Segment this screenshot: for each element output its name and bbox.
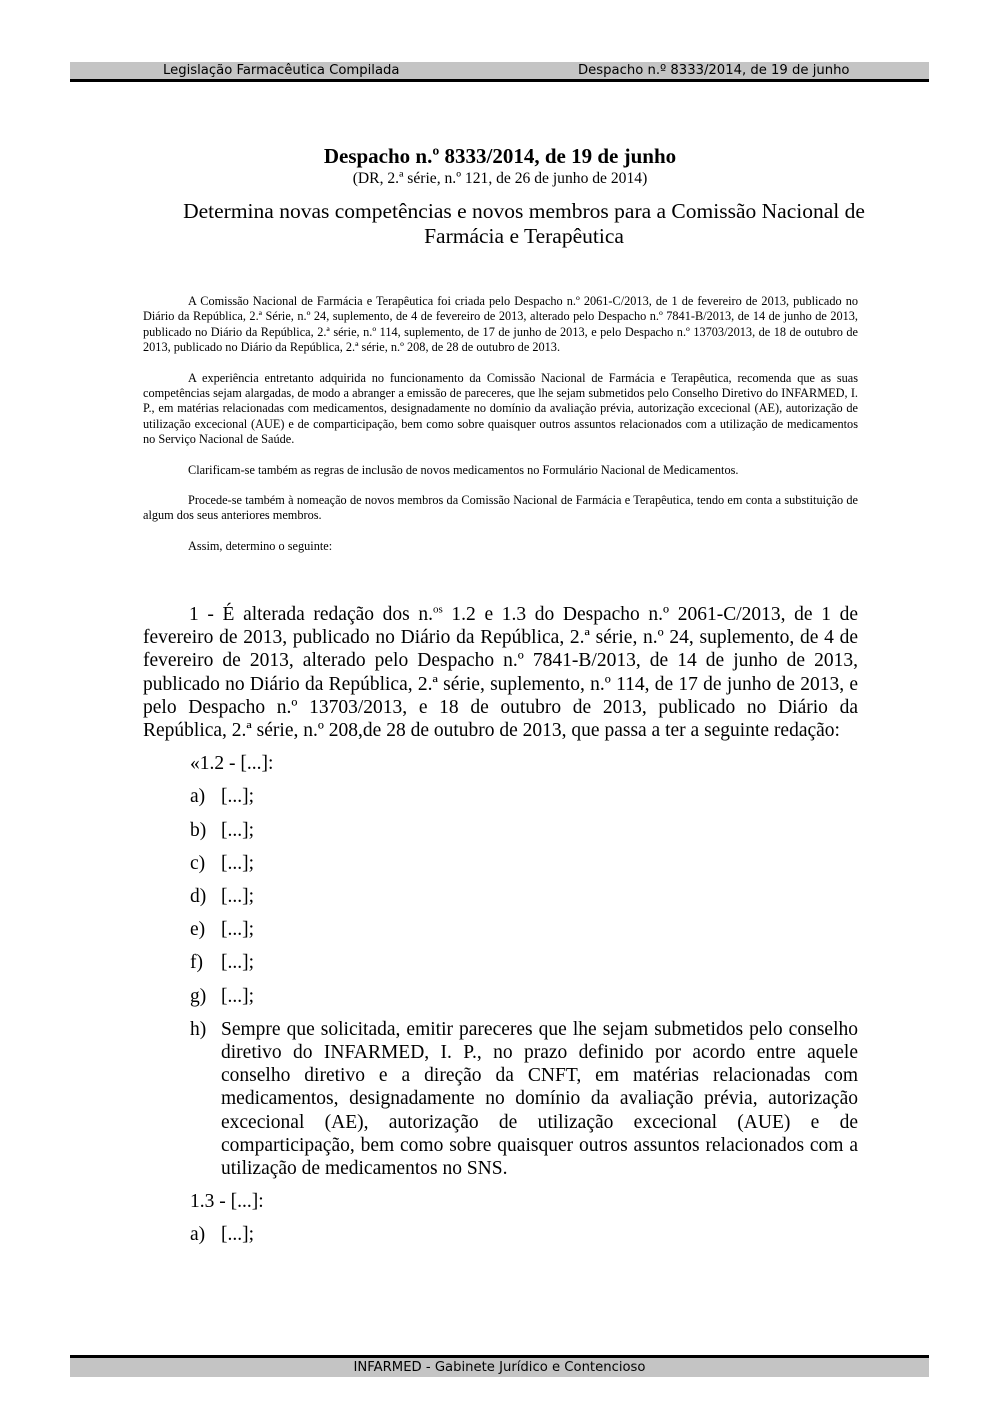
document-title: Despacho n.º 8333/2014, de 19 de junho — [323, 144, 677, 168]
article-1-paragraph — [143, 603, 858, 742]
list-item — [190, 885, 858, 908]
list-item-marker: c) — [190, 852, 206, 874]
list-item — [190, 1223, 858, 1246]
list-item-text: [...]; — [221, 886, 255, 908]
list-item-text: Sempre que solicitada, emitir pareceres que lhe sejam submetidos pelo conselho diretivo do INFARMED, I. P., no prazo definido por acordo entre aquele conselho diretivo e a direção da CNFT, em matérias relacionadas com medicamentos, designadamente no domínio da avaliação prévia, autorização excecional (AE), autorização de utilização excecional (AUE) e de comparticipação, bem como sobre quaisquer outros assuntos relacionados com a utilização de medicamentos no SNS. — [221, 1018, 858, 1180]
article-1-superscript: os — [433, 603, 443, 616]
list-item-text: [...]; — [221, 819, 255, 841]
list-item — [190, 918, 858, 941]
header-publication-title: Legislação Farmacêutica Compilada — [163, 63, 400, 78]
list-item-text: [...]; — [221, 985, 255, 1007]
preamble-paragraph: Clarificam-se também as regras de inclusão de novos medicamentos no Formulário Nacional de Medicamentos. — [188, 462, 739, 477]
document-body — [143, 603, 858, 1257]
list-item-text: [...]; — [221, 786, 255, 808]
list-item — [190, 819, 858, 842]
list-item-marker: a) — [190, 1224, 206, 1246]
list-item — [190, 1018, 858, 1180]
article-1-text-start: 1 - É alterada redação dos n. — [189, 604, 434, 625]
section-1-3-label: 1.3 - [...]: — [190, 1191, 264, 1213]
list-item-text: [...]; — [221, 1224, 255, 1246]
preamble — [143, 294, 858, 569]
preamble-paragraph: Procede-se também à nomeação de novos membros da Comissão Nacional de Farmácia e Terapêutica, tendo em conta a substituição de algum dos seus anteriores membros. — [143, 493, 858, 523]
list-item-marker: b) — [190, 819, 207, 841]
list-item-text: [...]; — [221, 952, 255, 974]
preamble-paragraph: Assim, determino o seguinte: — [188, 538, 333, 553]
preamble-paragraph: A Comissão Nacional de Farmácia e Terapêutica foi criada pelo Despacho n.º 2061-C/2013, de 1 de fevereiro de 2013, publicado no Diário da República, 2.ª Série, n.º 24, suplemento, de 4 de fevereiro de 2013, alterado pelo Despacho n.º 7841-B/2013, de 14 de junho de 2013, publicado no Diário da República, 2.ª série, n.º 114, suplemento, de 17 de junho de 2013, e pelo Despacho n.º 13703/2013, de 18 de outubro de 2013, publicado no Diário da República, 2.ª série, n.º 208, de 28 de outubro de 2013. — [143, 294, 858, 355]
list-item-marker: h) — [190, 1018, 207, 1040]
page-header — [70, 62, 929, 82]
page-footer — [70, 1355, 929, 1377]
list-item — [190, 951, 858, 974]
list-item-text: [...]; — [221, 852, 255, 874]
list-item-marker: f) — [190, 952, 203, 974]
footer-text: INFARMED - Gabinete Jurídico e Contencioso — [353, 1360, 646, 1375]
list-item-text: [...]; — [221, 919, 255, 941]
section-1-2-label: «1.2 - [...]: — [190, 753, 274, 775]
list-item-marker: g) — [190, 985, 207, 1007]
list-item-marker: e) — [190, 919, 206, 941]
document-subtitle: Determina novas competências e novos membros para a Comissão Nacional de Farmácia e Terapêutica — [183, 199, 865, 248]
article-1-text-rest: 1.2 e 1.3 do Despacho n.º 2061-C/2013, de 1 de fevereiro de 2013, publicado no Diário da República, 2.ª série, n.º 24, suplemento, de 4 de fevereiro de 2013, alterado pelo Despacho n.º 7841-B/2013, de 14 de junho de 2013, publicado no Diário da República, 2.ª série, suplemento, n.º 114, de 17 de junho de 2013, e pelo Despacho n.º 13703/2013, e 18 de outubro de 2013, publicado no Diário da República, 2.ª série, n.º 208,de 28 de outubro de 2013, que passa a ter a seguinte redação: — [143, 604, 858, 742]
list-item — [190, 852, 858, 875]
list-item — [190, 785, 858, 808]
preamble-paragraph: A experiência entretanto adquirida no funcionamento da Comissão Nacional de Farmácia e Terapêutica, recomenda que as suas competências sejam alargadas, de modo a abranger a emissão de pareceres, que lhe sejam submetidos pelo Conselho Diretivo do INFARMED, I. P., em matérias relacionadas com medicamentos, designadamente no domínio da avaliação prévia, autorização excecional (AE), autorização de utilização excecional (AUE) e de comparticipação, bem como sobre quaisquer outros assuntos relacionados com a utilização de medicamentos no Serviço Nacional de Saúde. — [143, 370, 858, 447]
header-document-reference: Despacho n.º 8333/2014, de 19 de junho — [578, 63, 850, 78]
publication-source: (DR, 2.ª série, n.º 121, de 26 de junho de 2014) — [352, 170, 648, 187]
list-item-marker: a) — [190, 786, 206, 808]
list-item — [190, 985, 858, 1008]
list-item-marker: d) — [190, 886, 207, 908]
